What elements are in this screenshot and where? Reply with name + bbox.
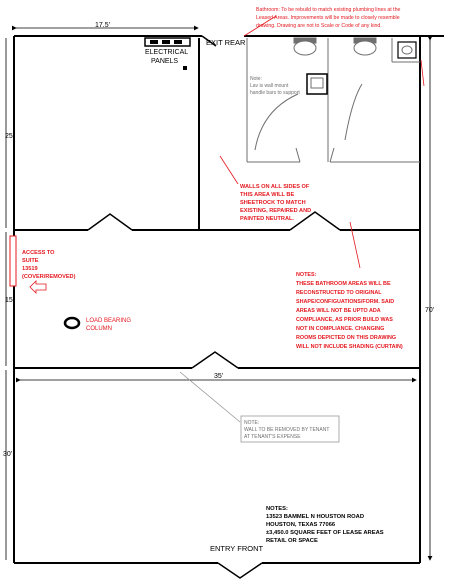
walls-note bbox=[240, 184, 313, 222]
bathroom-note-line: Bathroom: To be rebuild to match existing plumbing lines at the bbox=[256, 7, 401, 13]
access-note-line: SUITE bbox=[22, 258, 39, 264]
walls-note-line: EXISTING, REPAIRED AND bbox=[240, 208, 312, 214]
bath-curve bbox=[255, 94, 298, 150]
access-note-line: 13519 bbox=[22, 266, 38, 272]
bath-door-b bbox=[330, 148, 334, 162]
lav-note-line: Note: bbox=[250, 76, 262, 82]
leader-walls bbox=[220, 156, 238, 184]
address-note-line: ±3,450.0 SQUARE FEET OF LEASE AREAS bbox=[266, 530, 384, 536]
lav-note-line: Lav is wall mount bbox=[250, 83, 289, 89]
door-swings bbox=[88, 36, 340, 578]
bathroom-areas-note-line: NOTES: bbox=[296, 272, 317, 278]
bathroom-areas-note-line: THESE BATHROOM AREAS WILL BE bbox=[296, 281, 391, 287]
address-note-line: RETAIL OR SPACE bbox=[266, 538, 318, 544]
door-swing-upper-left bbox=[88, 214, 132, 230]
dim-left-upper: 25' bbox=[5, 133, 15, 140]
bathroom-note-line: Leased Areas. Improvements will be made to closely resemble bbox=[256, 15, 400, 21]
dim-middle-width: 35' bbox=[214, 373, 224, 380]
dim-left-middle: 15' bbox=[5, 297, 15, 304]
walls-note-line: SHEETROCK TO MATCH bbox=[240, 200, 306, 206]
walls-note-line: PAINTED NEUTRAL. bbox=[240, 216, 294, 222]
walls-note-line: THIS AREA WILL BE bbox=[240, 192, 295, 198]
lav-sink-inner bbox=[311, 78, 323, 88]
lav-note bbox=[250, 76, 300, 96]
address-note-line: 13523 BAMMEL N HOUSTON ROAD bbox=[266, 514, 365, 520]
electrical-panel-slots bbox=[150, 40, 182, 44]
walls-note-line: WALLS ON ALL SIDES OF bbox=[240, 184, 310, 190]
sink-stall-icon bbox=[398, 42, 416, 58]
bathroom-areas-note-line: RECONSTRUCTED TO ORIGINAL bbox=[296, 290, 382, 296]
bath-curve-2 bbox=[345, 84, 362, 140]
bathroom-areas-note-line: COMPLIANCE, AS PRIOR BUILD WAS bbox=[296, 317, 393, 323]
dim-left-lower: 30' bbox=[3, 451, 13, 458]
dim-right-total: 70' bbox=[425, 307, 435, 314]
electrical-label-2: PANELS bbox=[151, 58, 179, 65]
load-bearing-label-2: COLUMN bbox=[86, 326, 113, 332]
toilet-left-icon bbox=[294, 41, 316, 55]
tenant-wall-note-line: WALL TO BE REMOVED BY TENANT bbox=[244, 427, 330, 433]
bathroom-areas-note-line: SHAPE/CONFIGUATIONS/FORM. SAID bbox=[296, 299, 395, 305]
tenant-wall-note-line: AT TENANT'S EXPENSE bbox=[244, 434, 301, 440]
bathroom-areas-note-line: NOT IN COMPLIANCE. CHANGING bbox=[296, 326, 385, 332]
door-swing-upper-right bbox=[290, 212, 340, 230]
door-swing-entry bbox=[218, 563, 262, 578]
toilet-right-icon bbox=[354, 41, 376, 55]
electrical-label-1: ELECTRICAL bbox=[145, 49, 189, 56]
access-note bbox=[22, 250, 76, 280]
address-note bbox=[266, 506, 385, 544]
bathroom-areas-note-line: WILL NOT INCLUDE SHADING (CURTAIN) bbox=[296, 344, 403, 350]
access-note-line: (COVER/REMOVED) bbox=[22, 274, 76, 280]
address-note-line: HOUSTON, TEXAS 77066 bbox=[266, 522, 336, 528]
exit-rear-label: EXIT REAR bbox=[206, 38, 246, 47]
leader-notes-bathroom bbox=[350, 222, 360, 268]
bathroom-note-line: drawing. Drawing are not to Scale or Code of any kind. bbox=[256, 23, 382, 29]
bathroom-note bbox=[256, 7, 402, 29]
bath-door-a bbox=[296, 148, 300, 162]
lav-sink bbox=[307, 74, 327, 94]
access-note-line: ACCESS TO bbox=[22, 250, 55, 256]
bathroom-areas-note bbox=[296, 272, 403, 350]
access-door-marker bbox=[10, 236, 16, 286]
address-note-line: NOTES: bbox=[266, 506, 288, 512]
load-bearing-column-icon bbox=[65, 318, 79, 328]
load-bearing-label-1: LOAD BEARING bbox=[86, 318, 132, 324]
leader-right-edge bbox=[421, 60, 424, 86]
electrical-small-marker bbox=[183, 66, 187, 70]
access-arrow-icon bbox=[30, 281, 46, 293]
tenant-wall-note-line: NOTE: bbox=[244, 420, 260, 426]
bathroom-areas-note-line: ROOMS DEPICTED ON THIS DRAWING bbox=[296, 335, 397, 341]
door-swing-lower bbox=[192, 352, 238, 368]
leader-tenant-wall bbox=[180, 372, 240, 422]
entry-front-label: ENTRY FRONT bbox=[210, 544, 264, 553]
bathroom-areas-note-line: AREAS WILL NOT BE UPTO ADA bbox=[296, 308, 381, 314]
lav-note-line: handle bars to support bbox=[250, 90, 300, 96]
dim-top-width: 17.5' bbox=[95, 22, 110, 29]
bathroom-fixtures bbox=[247, 38, 420, 162]
